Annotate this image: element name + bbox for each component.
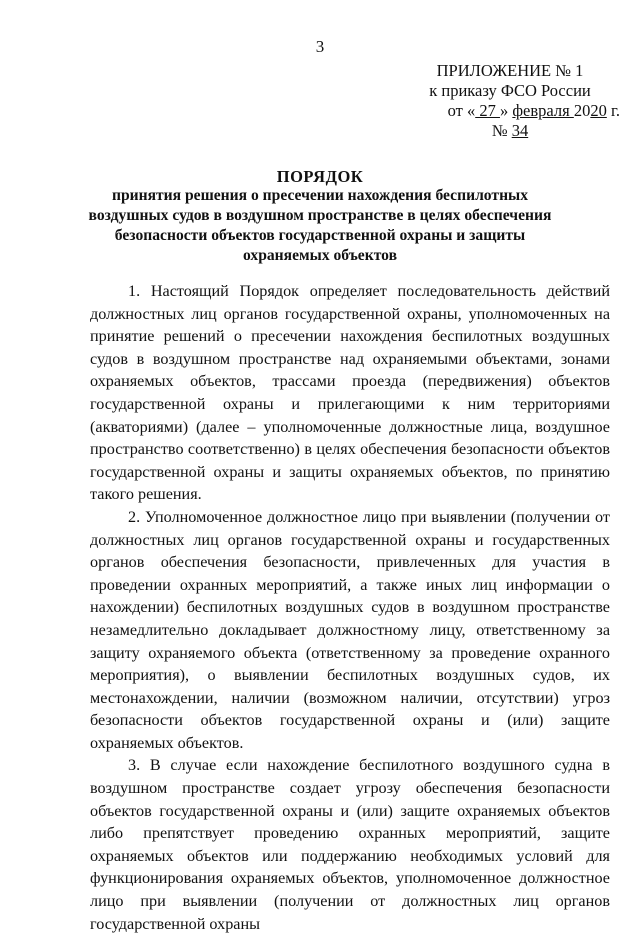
document-subtitle: принятия решения о пресечении нахождения беспилотных воздушных судов в воздушном пространстве в целях обеспечения безопасности объектов государственной охраны и защиты охраняемых объектов — [88, 187, 552, 264]
number-value: 34 — [511, 121, 529, 140]
appendix-order-reference: к приказу ФСО России — [429, 81, 591, 100]
date-year-end: г. — [606, 101, 620, 120]
appendix-title: ПРИЛОЖЕНИЕ № 1 — [436, 61, 584, 80]
appendix-date — [400, 101, 620, 121]
paragraph-2: 2. Уполномоченное должностное лицо при выявлении (получении от должностных лиц органов государственной охраны и государственных органов обеспечения безопасности, привлеченных для участия в проведении охранных мероприятий, а также иных лиц информации о нахождении) беспилотных воздушных судов в воздушном пространстве незамедлительно докладывает должностному лицу, ответственному за защиту охраняемого объекта (ответственному за проведение охранного мероприятия), о выявлении беспилотных воздушных судов, их местонахождении, наличии (возможном наличии, отсутствии) угроз безопасности объектов государственной охраны и (или) защите охраняемых объектов. — [90, 507, 610, 752]
appendix-number — [400, 121, 620, 141]
date-prefix: от « — [447, 101, 476, 120]
date-year-suffix: 20 — [590, 101, 607, 120]
document-body — [90, 280, 610, 935]
paragraph-1: 1. Настоящий Порядок определяет последовательность действий должностных лиц органов государственной охраны, уполномоченных на принятие решений о пресечении нахождения беспилотных воздушных судов в воздушном пространстве над охраняемыми объектами, зонами охраняемых объектов, трассами проезда (передвижения) объектов государственной охраны и прилегающими к ним территориями (акваториями) (далее – уполномоченные должностные лица, воздушное пространство соответственно) в целях обеспечения безопасности объектов государственной охраны и защиты охраняемых объектов, по принятию такого решения. — [90, 282, 610, 504]
date-mid: » — [499, 101, 513, 120]
date-month: февраля — [512, 101, 574, 120]
appendix-header — [400, 61, 620, 141]
date-day: 27 — [475, 101, 500, 120]
number-prefix: № — [491, 121, 512, 140]
date-year-prefix: 20 — [573, 101, 591, 120]
document-title: ПОРЯДОК — [276, 167, 364, 186]
paragraph-3: 3. В случае если нахождение беспилотного воздушного судна в воздушном пространстве создает угрозу обеспечения безопасности объектов государственной охраны и (или) защите охраняемых объектов либо препятствует проведению охранных мероприятий, защите охраняемых объектов или поддержанию необходимых условий для функционирования охраняемых объектов, уполномоченное должностное лицо при выявлении (получении от должностных лиц органов государственной охраны — [90, 756, 610, 933]
page-number: 3 — [315, 37, 325, 56]
